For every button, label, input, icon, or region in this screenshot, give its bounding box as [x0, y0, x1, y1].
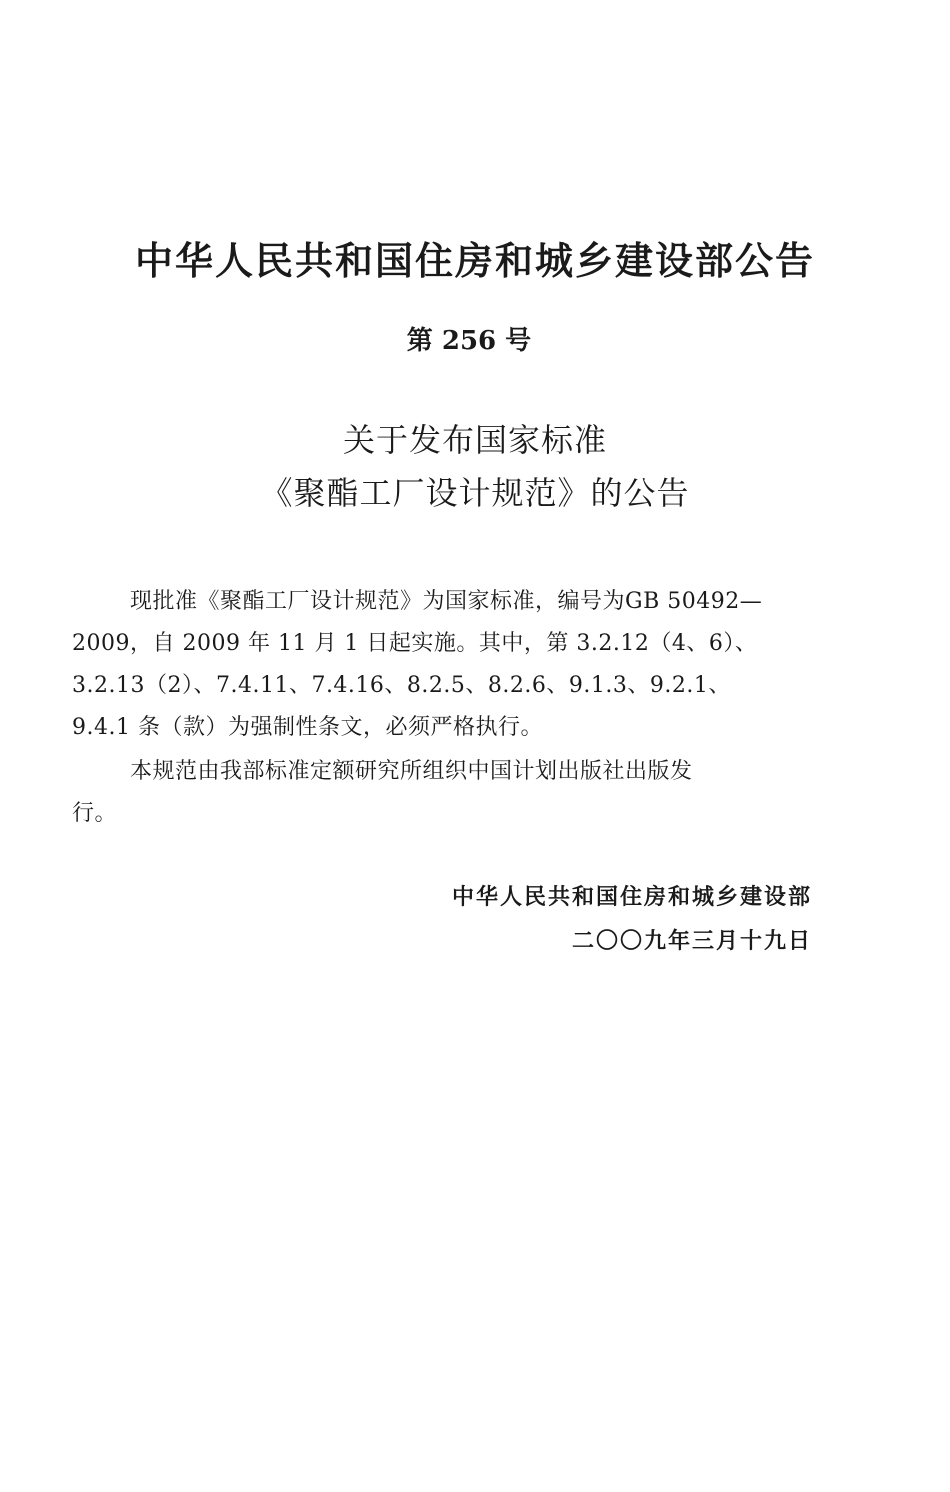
issue-number: 第 256 号	[406, 326, 532, 356]
body-paragraph-1-line-1: 现批准《聚酯工厂设计规范》为国家标准，编号为GB 50492—	[130, 589, 763, 614]
body-paragraph-1-line-3: 3.2.13（2）、7.4.11、7.4.16、8.2.5、8.2.6、9.1.3、9.2.1、	[72, 673, 731, 698]
body-paragraph-1-line-4: 9.4.1 条（款）为强制性条文，必须严格执行。	[72, 715, 543, 740]
issue-date: 二〇〇九年三月十九日	[571, 929, 812, 954]
header-title: 中华人民共和国住房和城乡建设部公告	[134, 239, 815, 283]
body-paragraph-1-line-2: 2009，自 2009 年 11 月 1 日起实施。其中，第 3.2.12（4、6）、	[72, 631, 758, 656]
document-title-line-2: 《聚酯工厂设计规范》的公告	[260, 474, 690, 512]
issuer-signature: 中华人民共和国住房和城乡建设部	[451, 885, 812, 910]
document-title-line-1: 关于发布国家标准	[342, 421, 607, 459]
body-paragraph-2-line-2: 行。	[72, 801, 118, 826]
body-paragraph-2-line-1: 本规范由我部标准定额研究所组织中国计划出版社出版发	[130, 759, 693, 784]
